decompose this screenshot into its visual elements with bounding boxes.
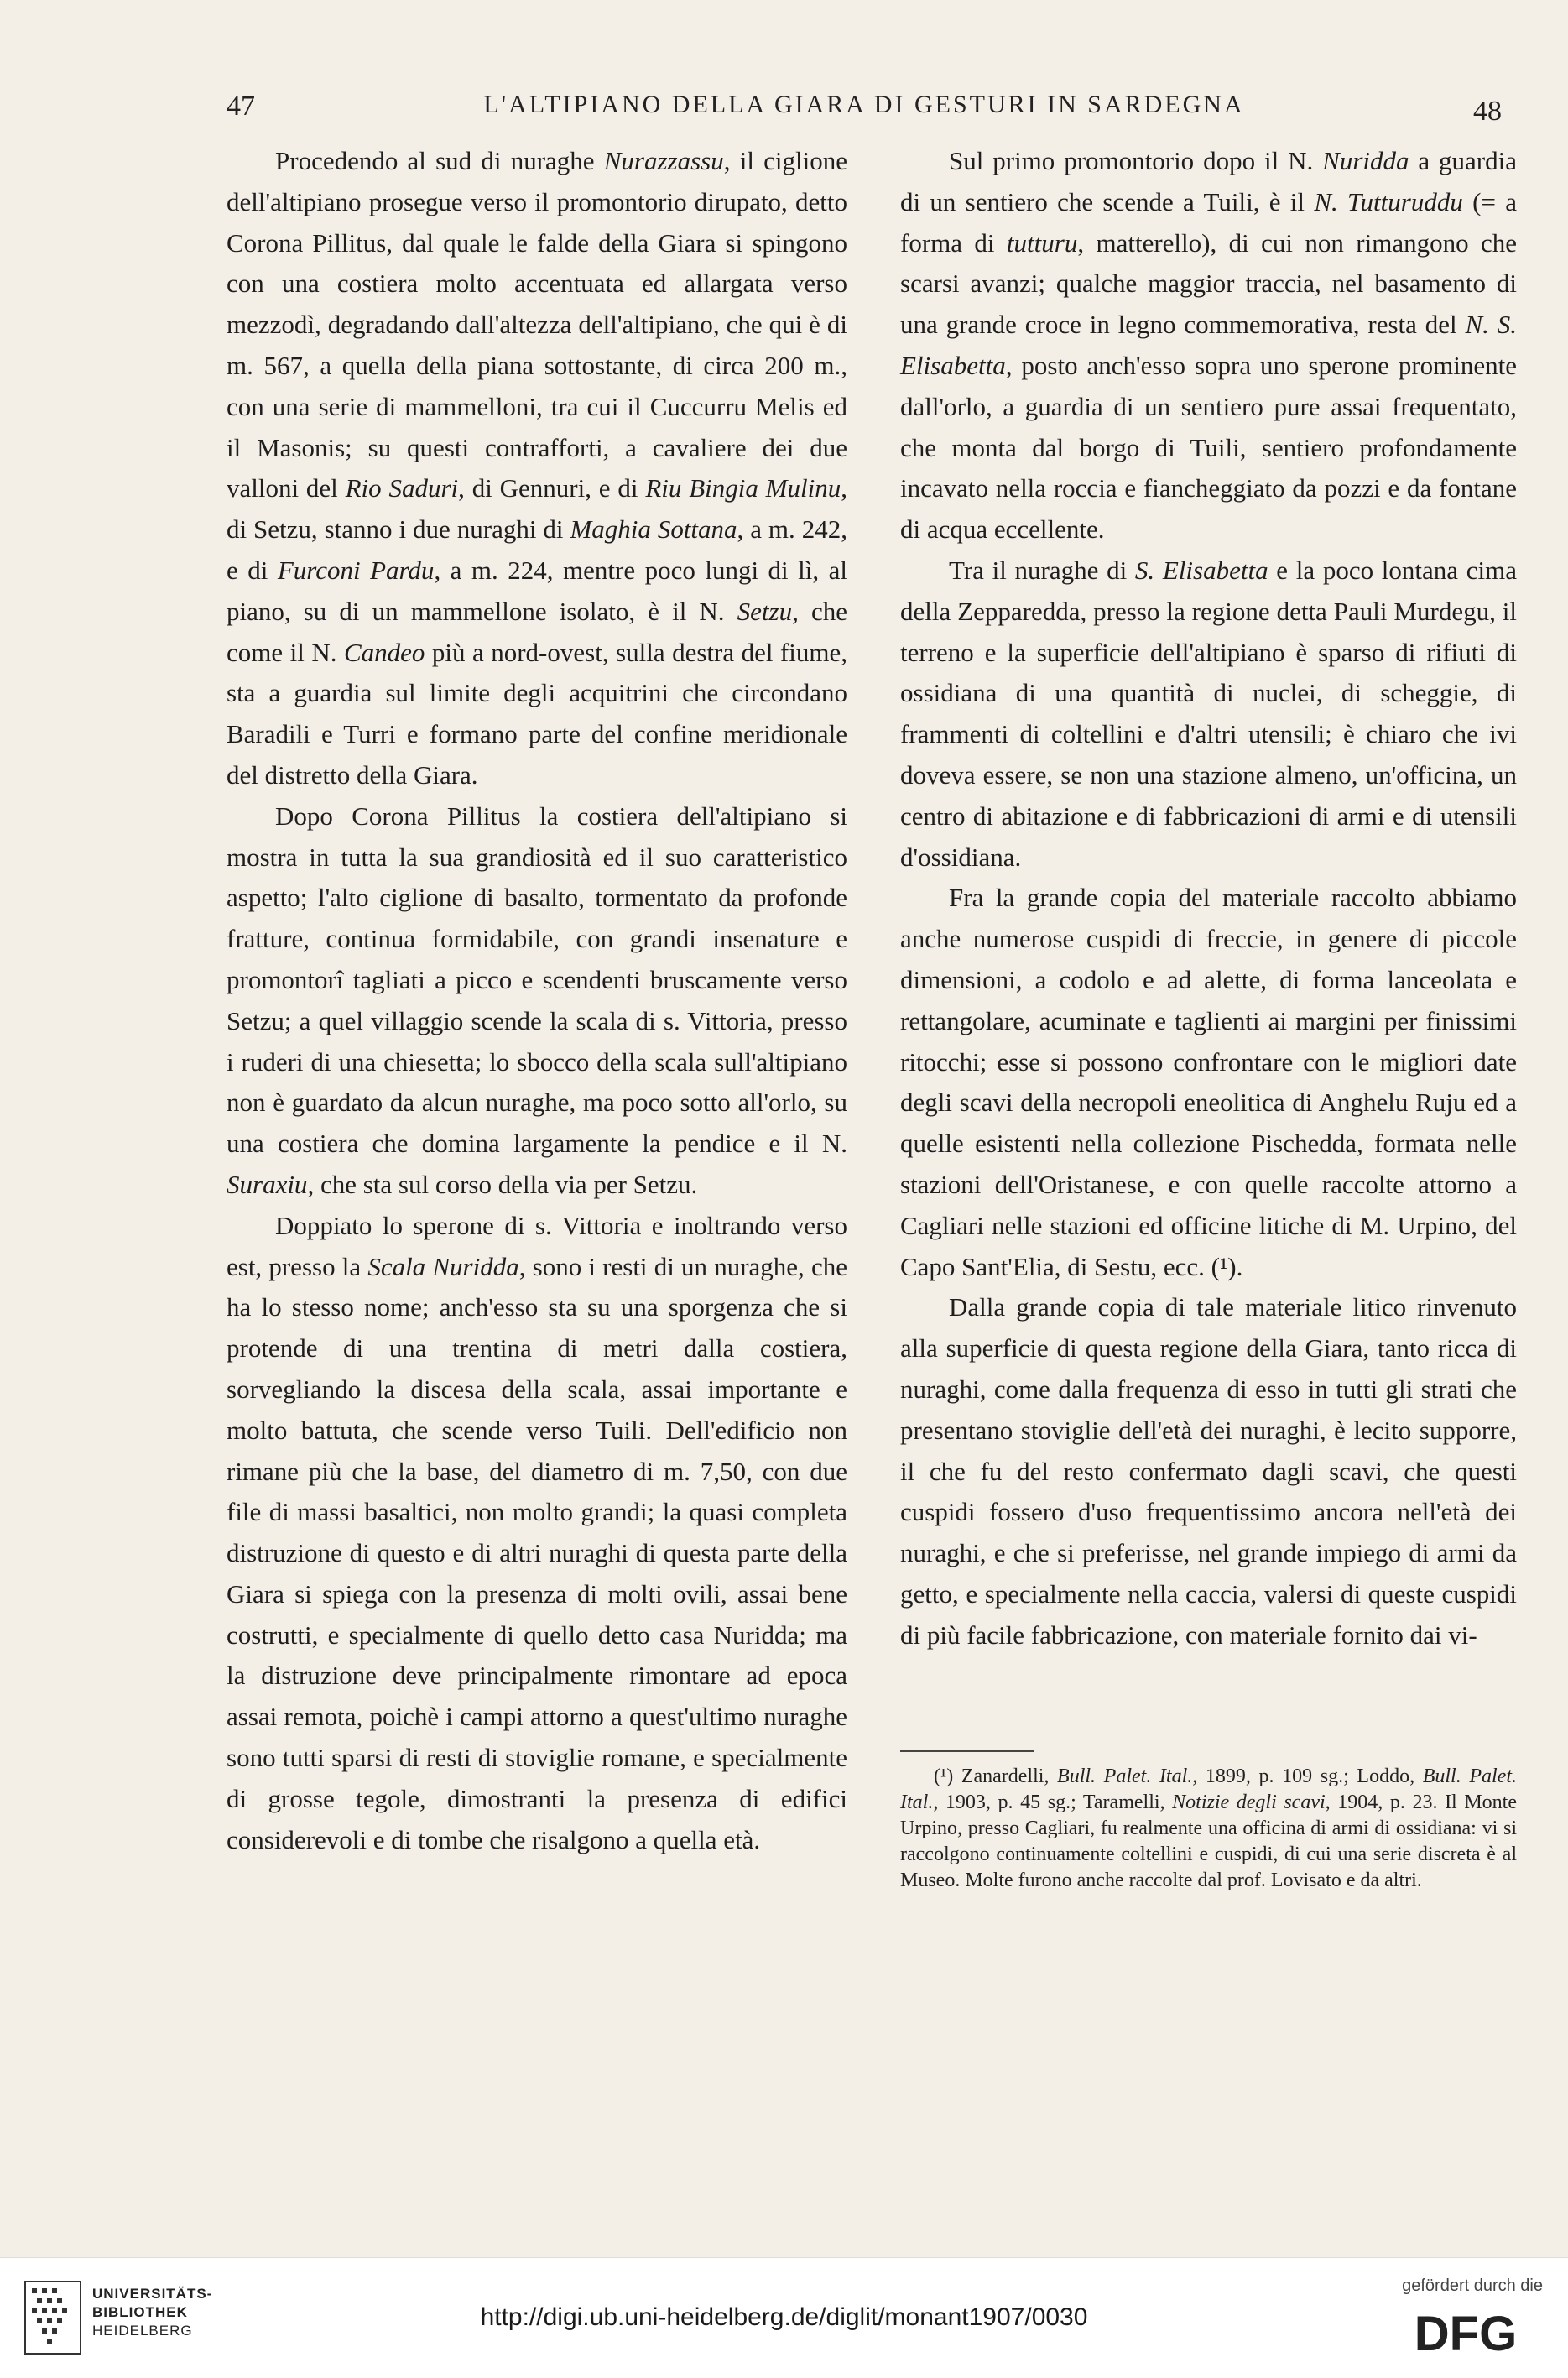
paragraph: Doppiato lo sperone di s. Vittoria e inoltrando verso est, presso la Scala Nuridda, sono i resti di un nuraghe, che ha lo stesso nome; anch'esso sta su una sporgenza che si protende di una trentina di metri dalla costiera, sorvegliando la discesa della scala, assai importante e molto battuta, che scende verso Tuili. Dell'edificio non rimane più che la base, del diametro di m. 7,50, con due file di massi basaltici, non molto grandi; la quasi completa distruzione di questo e di altri nuraghi di questa parte della Giara si spiega con la presenza di molti ovili, assai bene costrutti, e specialmente di quello detto casa Nuridda; ma la distruzione deve principalmente rimontare ad epoca assai remota, poichè i campi attorno a quest'ultimo nuraghe sono tutti sparsi di resti di stoviglie romane, e specialmente di grosse tegole, dimostranti la presenza di edifici considerevoli e di tombe che risalgono a quella età. bbox=[227, 1210, 847, 1854]
paragraph: Tra il nuraghe di S. Elisabetta e la poco lontana cima della Zepparedda, presso la regione detta Pauli Murdegu, il terreno e la superficie dell'altipiano è sparso di rifiuti di ossidiana di una quantità di nuclei, di scheggie, di frammenti di coltellini e d'altri utensili; è chiaro che ivi doveva essere, se non una stazione almeno, un'officina, un centro di abitazione e di fabbricazioni di armi e di utensili d'ossidiana. bbox=[900, 555, 1517, 872]
page-number-left: 47 bbox=[227, 91, 255, 122]
paragraph: Procedendo al sud di nuraghe Nurazzassu, il ciglione dell'altipiano prosegue verso il promontorio dirupato, detto Corona Pillitus, dal quale le falde della Giara si spingono con una costiera molto accentuata ed allargata verso mezzodì, degradando dall'altezza dell'altipiano, che qui è di m. 567, a quella della piana sottostante, di circa 200 m., con una serie di mammelloni, tra cui il Cuccurru Melis ed il Masonis; su questi contrafforti, a cavaliere dei due valloni del Rio Saduri, di Gennuri, e di Riu Bingia Mulinu, di Setzu, stanno i due nuraghi di Maghia Sottana, a m. 242, e di Furconi Pardu, a m. 224, mentre poco lungi di lì, al piano, su di un mammellone isolato, è il N. Setzu, che come il N. Candeo più a nord-ovest, sulla destra del fiume, sta a guardia sul limite degli acquitrini che circondano Baradili e Turri e formano parte del confine meridionale del distretto della Giara. bbox=[227, 146, 848, 790]
source-url-link[interactable]: http://digi.ub.uni-heidelberg.de/diglit/monant1907/0030 bbox=[480, 2303, 1088, 2331]
university-library-name: UNIVERSITÄTS- BIBLIOTHEK HEIDELBERG bbox=[92, 2286, 213, 2339]
right-column bbox=[900, 141, 1517, 1656]
paragraph: Fra la grande copia del materiale raccolto abbiamo anche numerose cuspidi di freccie, in genere di piccole dimensioni, a codolo e ad alette, di forma lanceolata e rettangolare, acuminate e taglienti ai margini per finissimi ritocchi; esse si possono confrontare con le migliori date degli scavi della necropoli eneolitica di Anghelu Ruju ed a quelle esistenti nella collezione Pischedda, formata nelle stazioni dell'Oristanese, e con quelle raccolte attorno a Cagliari nelle stazioni ed officine litiche di M. Urpino, del Capo Sant'Elia, di Sestu, ecc. (¹). bbox=[900, 883, 1517, 1281]
digitization-footer bbox=[0, 2257, 1568, 2378]
footnote bbox=[900, 1764, 1517, 1894]
paragraph: Sul primo promontorio dopo il N. Nuridda a guardia di un sentiero che scende a Tuili, è il N. Tutturuddu (= a forma di tutturu, matterello), di cui non rimangono che scarsi avanzi; qualche maggior traccia, nel basamento di una grande croce in legno commemorativa, resta del N. S. Elisabetta, posto anch'esso sopra uno sperone prominente dall'orlo, a guardia di un sentiero pure assai frequentato, che monta dal borgo di Tuili, sentiero profondamente incavato nella roccia e fiancheggiato da pozzi e da fontane di acqua eccellente. bbox=[900, 146, 1518, 545]
footnote-rule bbox=[900, 1750, 1034, 1752]
paragraph: Dopo Corona Pillitus la costiera dell'altipiano si mostra in tutta la sua grandiosità ed il suo caratteristico aspetto; l'alto ciglione di basalto, tormentato da profonde fratture, continua formidabile, con grandi insenature e promontorî tagliati a picco e scendenti bruscamente verso Setzu; a quel villaggio scende la scala di s. Vittoria, presso i ruderi di una chiesetta; lo sbocco della scala sull'altipiano non è guardato da alcun nuraghe, ma poco sotto all'orlo, su una costiera che domina largamente la pendice e il N. Suraxiu, che sta sul corso della via per Setzu. bbox=[227, 800, 847, 1199]
page-number-right: 48 bbox=[1473, 96, 1502, 127]
dfg-logo-icon bbox=[1390, 2307, 1541, 2357]
svg-text:DFG: DFG bbox=[1414, 2307, 1518, 2357]
running-title: L'ALTIPIANO DELLA GIARA DI GESTURI IN SARDEGNA bbox=[483, 91, 1245, 118]
page-header bbox=[227, 84, 1502, 134]
funding-note: gefördert durch die bbox=[1402, 2276, 1543, 2295]
paragraph: Dalla grande copia di tale materiale litico rinvenuto alla superficie di questa regione della Giara, tanto ricca di nuraghi, come dalla frequenza di esso in tutti gli strati che presentano stoviglie dell'età dei nuraghi, è lecito supporre, il che fu del resto confermato dagli scavi, che questi cuspidi fossero d'uso frequentissimo ancora nell'età dei nuraghi, e che si preferisse, nel grande impiego di armi da getto, e specialmente nella caccia, valersi di queste cuspidi di più facile fabbricazione, con materiale fornito dai vi- bbox=[900, 1292, 1517, 1650]
left-column bbox=[227, 141, 847, 1860]
footnote-text: (¹) Zanardelli, Bull. Palet. Ital., 1899, p. 109 sg.; Loddo, Bull. Palet. Ital., 1903, p. 45 sg.; Taramelli, Notizie degli scavi, 1904, p. 23. Il Monte Urpino, presso Cagliari, fu realmente una officina di armi di ossidiana: vi si raccolgono continuamente coltellini e cuspidi, di cui una serie discreta è al Museo. Molte furono anche raccolte dal prof. Lovisato e da altri. bbox=[900, 1765, 1517, 1891]
